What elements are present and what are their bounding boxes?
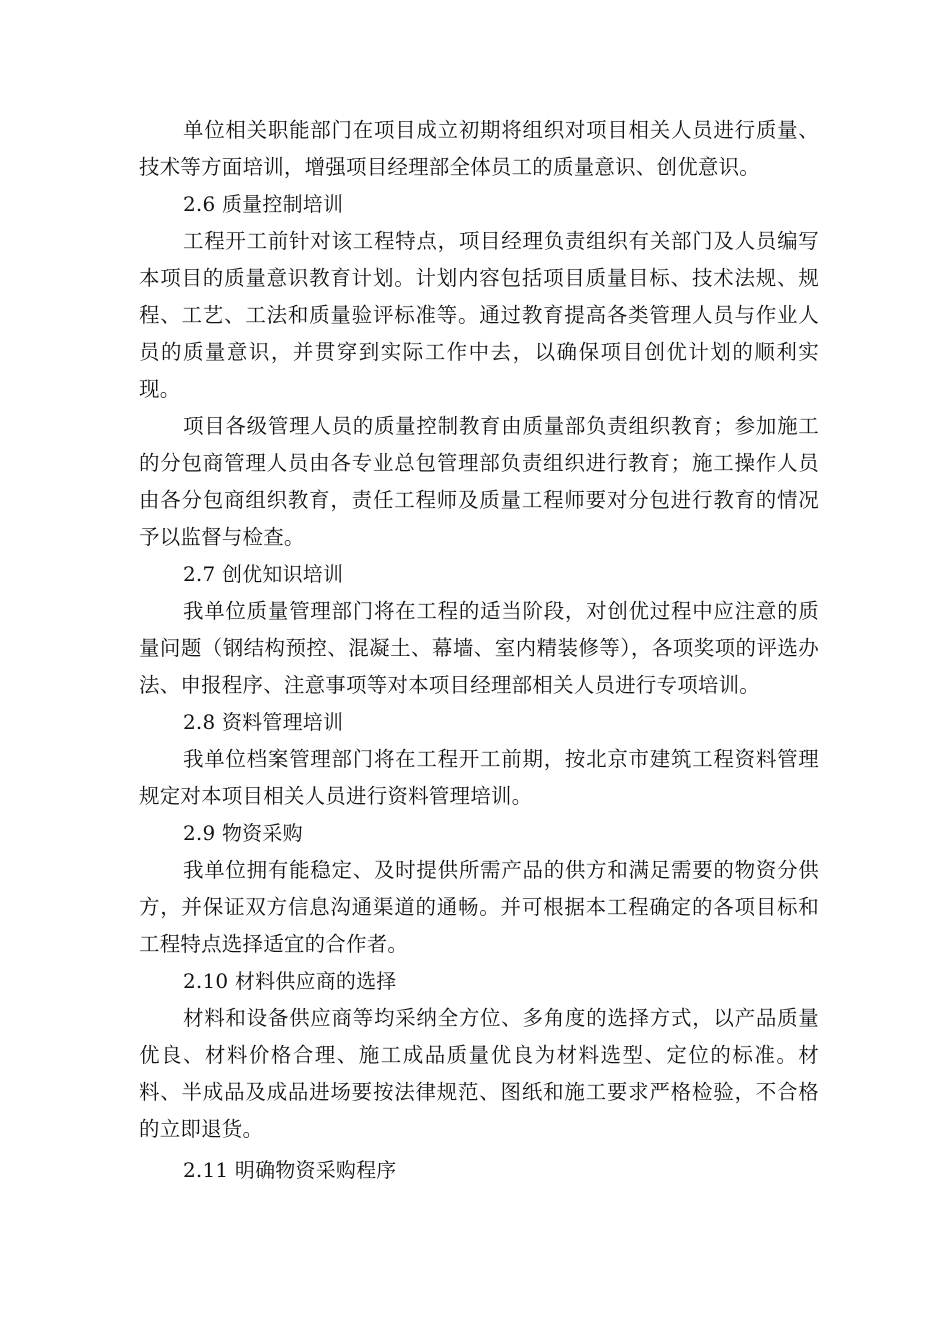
heading-excellence-training: 2.7 创优知识培训 bbox=[183, 562, 344, 586]
heading-records-training: 2.8 资料管理培训 bbox=[183, 710, 344, 734]
paragraph-excellence-training: 我单位质量管理部门将在工程的适当阶段，对创优过程中应注意的质量问题（钢结构预控、混凝土、幕墙、室内精装修等），各项奖项的评选办法、申报程序、注意事项等对本项目经理部相关人员进行专项培训。 bbox=[139, 599, 819, 697]
paragraph-procurement: 我单位拥有能稳定、及时提供所需产品的供方和满足需要的物资分供方，并保证双方信息沟通渠道的通畅。并可根据本工程确定的各项目标和工程特点选择适宜的合作者。 bbox=[139, 858, 819, 956]
heading-quality-control-training: 2.6 质量控制培训 bbox=[183, 192, 344, 216]
paragraph-management-education: 项目各级管理人员的质量控制教育由质量部负责组织教育；参加施工的分包商管理人员由各专业总包管理部负责组织进行教育；施工操作人员由各分包商组织教育，责任工程师及质量工程师要对分包进行教育的情况予以监督与检查。 bbox=[139, 414, 819, 549]
heading-procurement: 2.9 物资采购 bbox=[183, 821, 303, 845]
paragraph-quality-education-plan: 工程开工前针对该工程特点，项目经理负责组织有关部门及人员编写本项目的质量意识教育计划。计划内容包括项目质量目标、技术法规、规程、工艺、工法和质量验评标准等。通过教育提高各类管理人员与作业人员的质量意识，并贯穿到实际工作中去，以确保项目创优计划的顺利实现。 bbox=[139, 229, 819, 401]
paragraph-records-training: 我单位档案管理部门将在工程开工前期，按北京市建筑工程资料管理规定对本项目相关人员进行资料管理培训。 bbox=[139, 747, 819, 808]
paragraph-training-intro: 单位相关职能部门在项目成立初期将组织对项目相关人员进行质量、技术等方面培训，增强项目经理部全体员工的质量意识、创优意识。 bbox=[139, 118, 819, 179]
document-body bbox=[139, 112, 819, 1189]
paragraph-supplier-selection: 材料和设备供应商等均采纳全方位、多角度的选择方式，以产品质量优良、材料价格合理、施工成品质量优良为材料选型、定位的标准。材料、半成品及成品进场要按法律规范、图纸和施工要求严格检验，不合格的立即退货。 bbox=[139, 1006, 819, 1141]
heading-procurement-procedure: 2.11 明确物资采购程序 bbox=[183, 1158, 397, 1182]
heading-supplier-selection: 2.10 材料供应商的选择 bbox=[183, 969, 397, 993]
